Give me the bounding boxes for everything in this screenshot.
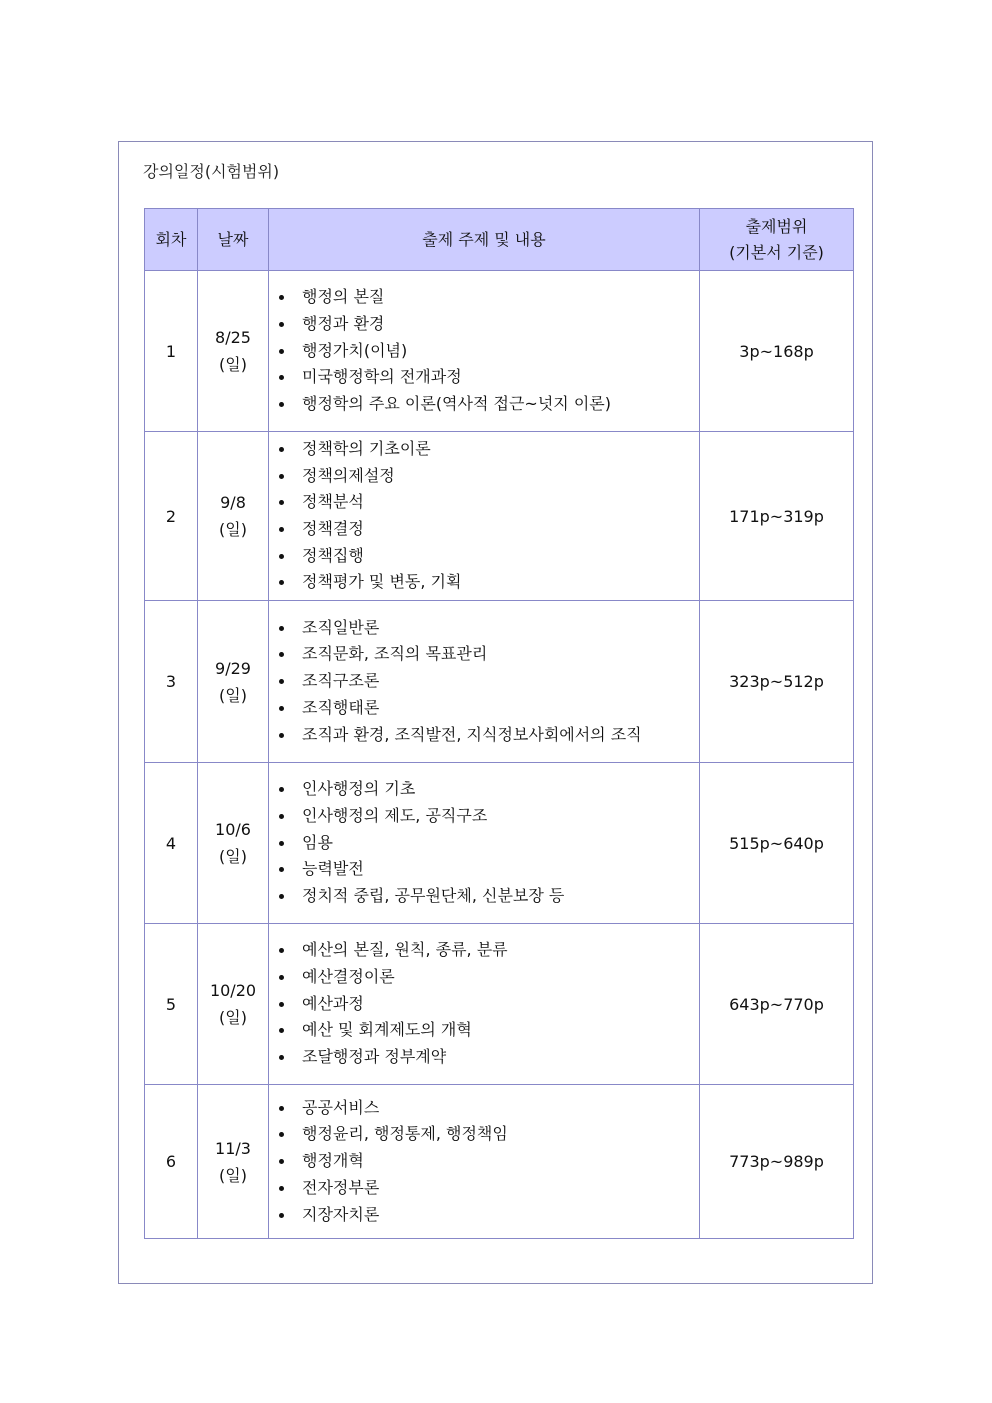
topic-item: 임용 bbox=[277, 830, 699, 857]
topic-item: 조직일반론 bbox=[277, 615, 699, 642]
topic-item: 행정가치(이념) bbox=[277, 338, 699, 365]
topic-item: 정책집행 bbox=[277, 543, 699, 570]
header-range-line2: (기본서 기준) bbox=[729, 242, 824, 262]
row-date-cell bbox=[198, 763, 269, 924]
row-topics-cell bbox=[269, 601, 700, 763]
header-range bbox=[700, 209, 854, 271]
topic-list bbox=[269, 284, 699, 418]
row-date: 8/25 bbox=[215, 328, 251, 347]
table-row bbox=[145, 601, 854, 763]
table-row bbox=[145, 763, 854, 924]
topic-list bbox=[269, 615, 699, 749]
row-day: (일) bbox=[219, 847, 247, 866]
row-range: 515p~640p bbox=[700, 763, 854, 924]
row-day: (일) bbox=[219, 520, 247, 539]
topic-item: 조달행정과 정부계약 bbox=[277, 1044, 699, 1071]
row-round: 4 bbox=[145, 763, 198, 924]
row-date: 9/8 bbox=[220, 493, 246, 512]
row-topics-cell bbox=[269, 271, 700, 432]
row-range: 323p~512p bbox=[700, 601, 854, 763]
topic-item: 행정학의 주요 이론(역사적 접근~넛지 이론) bbox=[277, 391, 699, 418]
topic-item: 예산결정이론 bbox=[277, 964, 699, 991]
topic-item: 정책분석 bbox=[277, 489, 699, 516]
topic-item: 조직과 환경, 조직발전, 지식정보사회에서의 조직 bbox=[277, 722, 699, 749]
topic-item: 지장자치론 bbox=[277, 1202, 699, 1229]
topic-item: 조직구조론 bbox=[277, 668, 699, 695]
topic-item: 정책의제설정 bbox=[277, 463, 699, 490]
topic-item: 정책결정 bbox=[277, 516, 699, 543]
topic-item: 조직문화, 조직의 목표관리 bbox=[277, 641, 699, 668]
row-day: (일) bbox=[219, 1165, 247, 1185]
topic-item: 정책평가 및 변동, 기획 bbox=[277, 569, 699, 596]
table-row bbox=[145, 271, 854, 432]
topic-list bbox=[269, 436, 699, 596]
row-range: 643p~770p bbox=[700, 924, 854, 1085]
row-date-cell bbox=[198, 601, 269, 763]
topic-item: 인사행정의 기초 bbox=[277, 776, 699, 803]
header-topics: 출제 주제 및 내용 bbox=[269, 209, 700, 271]
topic-item: 행정의 본질 bbox=[277, 284, 699, 311]
topic-item: 전자정부론 bbox=[277, 1175, 699, 1202]
row-day: (일) bbox=[219, 355, 247, 374]
row-date-cell bbox=[198, 432, 269, 601]
topic-item: 예산의 본질, 원칙, 종류, 분류 bbox=[277, 937, 699, 964]
row-date: 11/3 bbox=[215, 1138, 251, 1158]
topic-list bbox=[269, 937, 699, 1071]
topic-item: 인사행정의 제도, 공직구조 bbox=[277, 803, 699, 830]
row-date: 9/29 bbox=[215, 658, 251, 678]
row-topics-cell bbox=[269, 1085, 700, 1239]
topic-list bbox=[269, 1095, 699, 1229]
topic-item: 정치적 중립, 공무원단체, 신분보장 등 bbox=[277, 883, 699, 910]
row-range: 773p~989p bbox=[700, 1085, 854, 1239]
topic-item: 정책학의 기초이론 bbox=[277, 436, 699, 463]
row-date: 10/20 bbox=[209, 981, 257, 1000]
row-round: 6 bbox=[145, 1085, 198, 1239]
table-row bbox=[145, 432, 854, 601]
row-day: (일) bbox=[219, 685, 247, 705]
row-date-cell bbox=[198, 924, 269, 1085]
row-round: 1 bbox=[145, 271, 198, 432]
topic-item: 행정개혁 bbox=[277, 1148, 699, 1175]
schedule-title: 강의일정(시험범위) bbox=[143, 162, 280, 181]
header-round: 회차 bbox=[145, 209, 198, 271]
row-date-cell bbox=[198, 1085, 269, 1239]
topic-item: 미국행정학의 전개과정 bbox=[277, 364, 699, 391]
topic-item: 예산 및 회계제도의 개혁 bbox=[277, 1017, 699, 1044]
row-range: 3p~168p bbox=[700, 271, 854, 432]
row-round: 3 bbox=[145, 601, 198, 763]
topic-item: 능력발전 bbox=[277, 856, 699, 883]
row-range: 171p~319p bbox=[700, 432, 854, 601]
table-header-row bbox=[145, 209, 854, 271]
row-day: (일) bbox=[219, 1008, 247, 1027]
topic-item: 행정윤리, 행정통제, 행정책임 bbox=[277, 1121, 699, 1148]
row-date-cell bbox=[198, 271, 269, 432]
topic-list bbox=[269, 776, 699, 910]
header-range-line1: 출제범위 bbox=[745, 216, 808, 236]
row-topics-cell bbox=[269, 763, 700, 924]
row-round: 5 bbox=[145, 924, 198, 1085]
row-date: 10/6 bbox=[215, 820, 251, 839]
schedule-table bbox=[144, 208, 854, 1239]
table-row bbox=[145, 924, 854, 1085]
topic-item: 행정과 환경 bbox=[277, 311, 699, 338]
header-date: 날짜 bbox=[198, 209, 269, 271]
topic-item: 예산과정 bbox=[277, 991, 699, 1018]
table-row bbox=[145, 1085, 854, 1239]
topic-item: 공공서비스 bbox=[277, 1095, 699, 1122]
row-topics-cell bbox=[269, 924, 700, 1085]
topic-item: 조직행태론 bbox=[277, 695, 699, 722]
row-round: 2 bbox=[145, 432, 198, 601]
row-topics-cell bbox=[269, 432, 700, 601]
